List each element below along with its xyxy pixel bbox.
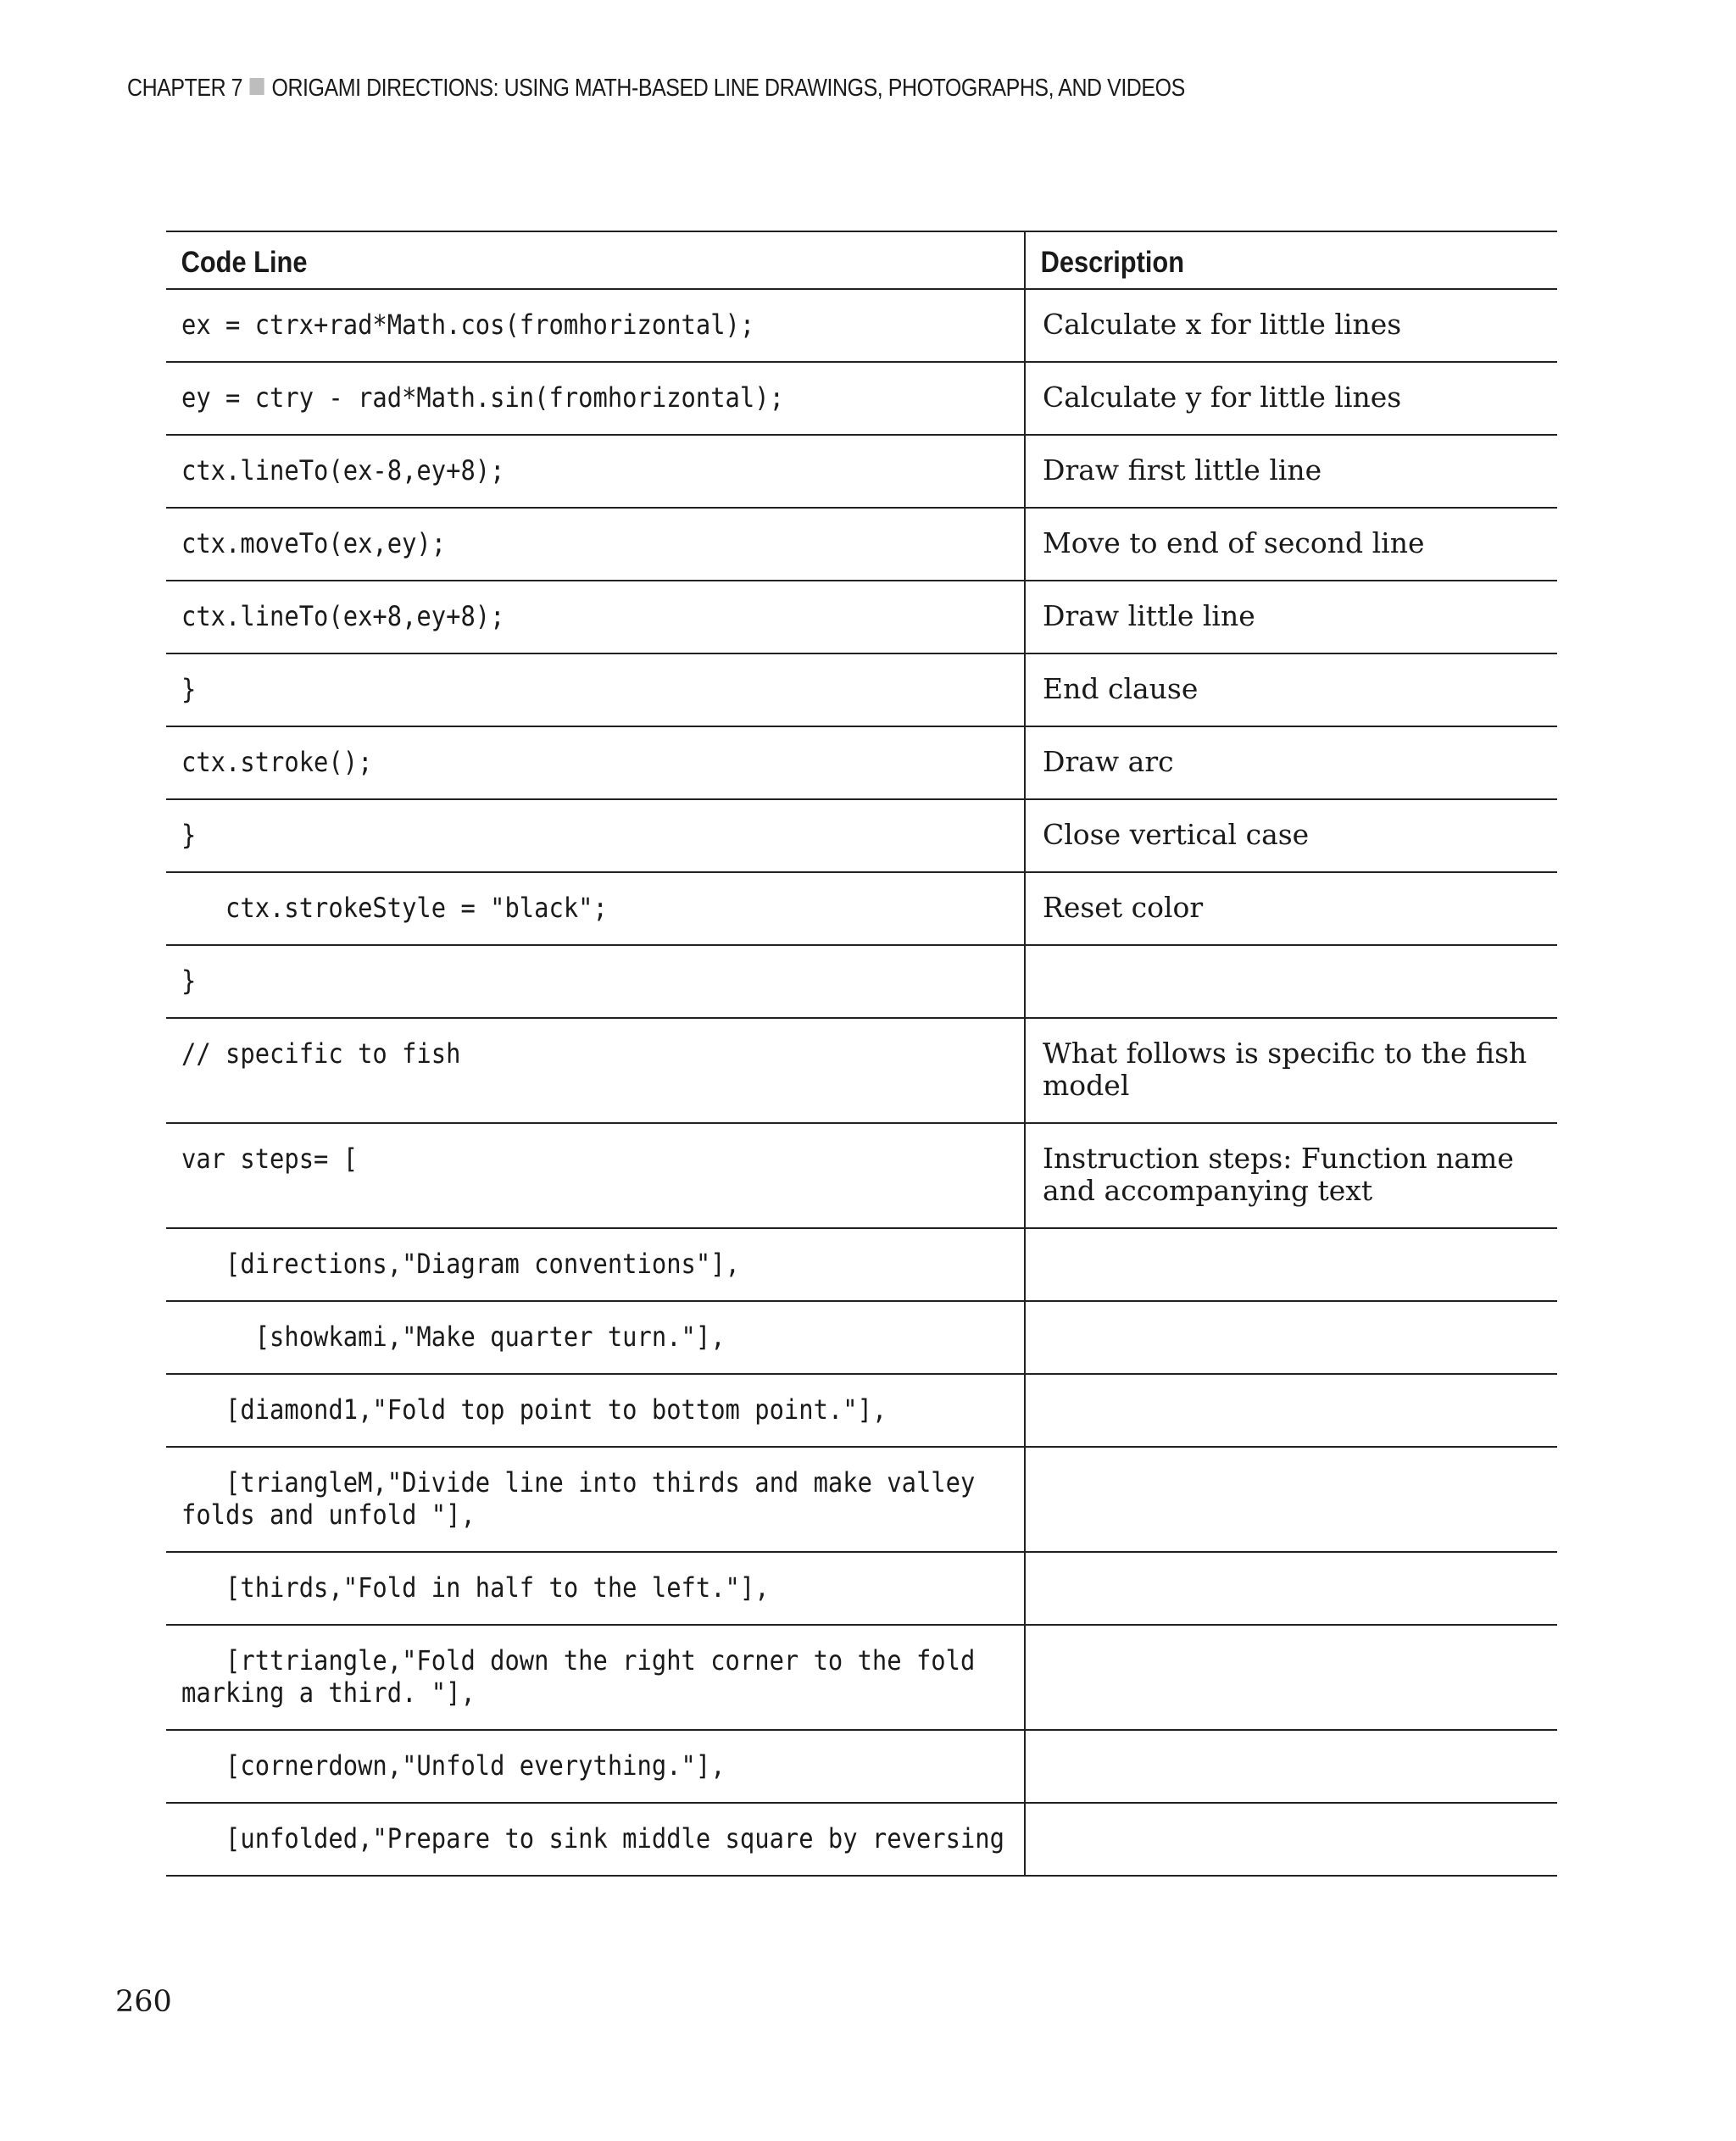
table-row [166, 508, 1557, 581]
table-row [166, 289, 1557, 362]
code-cell [166, 1123, 1025, 1228]
description-cell [1025, 1123, 1557, 1228]
table-row [166, 1123, 1557, 1228]
table-row [166, 1447, 1557, 1552]
description-text [1026, 1448, 1557, 1466]
description-text [1026, 1375, 1557, 1393]
code-line: ctx.lineTo(ex+8,ey+8); [181, 600, 505, 632]
code-cell [166, 1447, 1025, 1552]
code-line: // specific to fish [181, 1037, 461, 1070]
table-row [166, 1374, 1557, 1447]
code-cell [166, 653, 1025, 726]
code-cell [166, 508, 1025, 581]
code-line: [showkami,"Make quarter turn."], [181, 1321, 726, 1353]
code-line: ctx.stroke(); [181, 746, 373, 778]
table-header-row [166, 231, 1557, 289]
description-text: Move to end of second line [1043, 526, 1425, 559]
table-row [166, 726, 1557, 799]
code-line: [directions,"Diagram conventions"], [181, 1248, 740, 1280]
description-text: Calculate x for little lines [1043, 308, 1402, 341]
table-row [166, 1228, 1557, 1301]
code-cell [166, 1803, 1025, 1876]
description-text [1026, 1302, 1557, 1321]
table-row [166, 1301, 1557, 1374]
code-cell [166, 1374, 1025, 1447]
code-line: } [181, 673, 197, 705]
code-line: } [181, 819, 197, 851]
description-cell [1025, 1730, 1557, 1803]
table-row [166, 1018, 1557, 1123]
column-header-description: Description [1025, 231, 1557, 289]
description-text: Instruction steps: Function name and accompanying text [1043, 1142, 1514, 1207]
table-row [166, 435, 1557, 508]
code-cell [166, 435, 1025, 508]
description-cell [1025, 1552, 1557, 1625]
description-cell [1025, 289, 1557, 362]
code-line: ctx.strokeStyle = "black"; [181, 892, 608, 924]
code-line: ctx.lineTo(ex-8,ey+8); [181, 454, 505, 487]
description-text [1026, 1731, 1557, 1749]
code-cell [166, 362, 1025, 435]
separator-square [250, 78, 264, 95]
description-cell [1025, 726, 1557, 799]
code-line: } [181, 965, 197, 997]
description-cell [1025, 435, 1557, 508]
description-cell [1025, 1301, 1557, 1374]
running-head [127, 75, 1185, 103]
description-cell [1025, 1447, 1557, 1552]
code-line: ey = ctry - rad*Math.sin(fromhorizontal); [181, 381, 784, 414]
code-cell [166, 726, 1025, 799]
code-line: ctx.moveTo(ex,ey); [181, 527, 447, 559]
description-text [1026, 1553, 1557, 1571]
code-line: [triangleM,"Divide line into thirds and make valley folds and unfold "], [181, 1466, 976, 1531]
table-row [166, 1730, 1557, 1803]
table-row [166, 799, 1557, 872]
code-cell [166, 799, 1025, 872]
code-cell [166, 872, 1025, 945]
description-text [1026, 946, 1557, 965]
description-cell [1025, 1228, 1557, 1301]
table-row [166, 653, 1557, 726]
chapter-label: CHAPTER 7 [127, 75, 243, 102]
table-row [166, 1625, 1557, 1730]
description-cell [1025, 653, 1557, 726]
code-line: [cornerdown,"Unfold everything."], [181, 1749, 726, 1782]
description-cell [1025, 508, 1557, 581]
description-text: Close vertical case [1043, 818, 1310, 851]
code-line: [rttriangle,"Fold down the right corner to the fold marking a third. "], [181, 1644, 976, 1709]
code-cell [166, 289, 1025, 362]
table-row [166, 581, 1557, 653]
description-text [1026, 1626, 1557, 1644]
table-row [166, 362, 1557, 435]
code-line: [thirds,"Fold in half to the left."], [181, 1571, 770, 1604]
code-cell [166, 945, 1025, 1018]
table-row [166, 945, 1557, 1018]
description-cell [1025, 581, 1557, 653]
code-cell [166, 1625, 1025, 1730]
page-number: 260 [115, 1985, 172, 2019]
code-line: ex = ctrx+rad*Math.cos(fromhorizontal); [181, 309, 755, 341]
description-cell [1025, 362, 1557, 435]
description-cell [1025, 872, 1557, 945]
table-row [166, 872, 1557, 945]
code-cell [166, 1018, 1025, 1123]
code-cell [166, 1552, 1025, 1625]
description-text: End clause [1043, 672, 1199, 705]
description-text: Calculate y for little lines [1043, 381, 1402, 414]
description-cell [1025, 945, 1557, 1018]
description-text [1026, 1229, 1557, 1248]
description-cell [1025, 1018, 1557, 1123]
code-cell [166, 581, 1025, 653]
description-text: What follows is specific to the fish model [1043, 1037, 1527, 1102]
table-row [166, 1552, 1557, 1625]
description-text [1026, 1804, 1557, 1822]
code-line: var steps= [ [181, 1143, 359, 1175]
code-cell [166, 1730, 1025, 1803]
table-row [166, 1803, 1557, 1876]
table-body [166, 289, 1557, 1876]
description-text: Draw first little line [1043, 453, 1322, 487]
description-cell [1025, 1374, 1557, 1447]
code-cell [166, 1301, 1025, 1374]
code-cell [166, 1228, 1025, 1301]
description-cell [1025, 799, 1557, 872]
column-header-code: Code Line [166, 231, 1025, 289]
code-description-table [166, 231, 1557, 1877]
code-line: [diamond1,"Fold top point to bottom point."], [181, 1393, 887, 1426]
description-text: Draw little line [1043, 599, 1255, 632]
description-text: Draw arc [1043, 745, 1174, 778]
chapter-title: ORIGAMI DIRECTIONS: USING MATH-BASED LINE DRAWINGS, PHOTOGRAPHS, AND VIDEOS [271, 75, 1185, 102]
description-text: Reset color [1043, 891, 1204, 924]
description-cell [1025, 1625, 1557, 1730]
description-cell [1025, 1803, 1557, 1876]
code-line: [unfolded,"Prepare to sink middle square by reversing [181, 1822, 1004, 1855]
